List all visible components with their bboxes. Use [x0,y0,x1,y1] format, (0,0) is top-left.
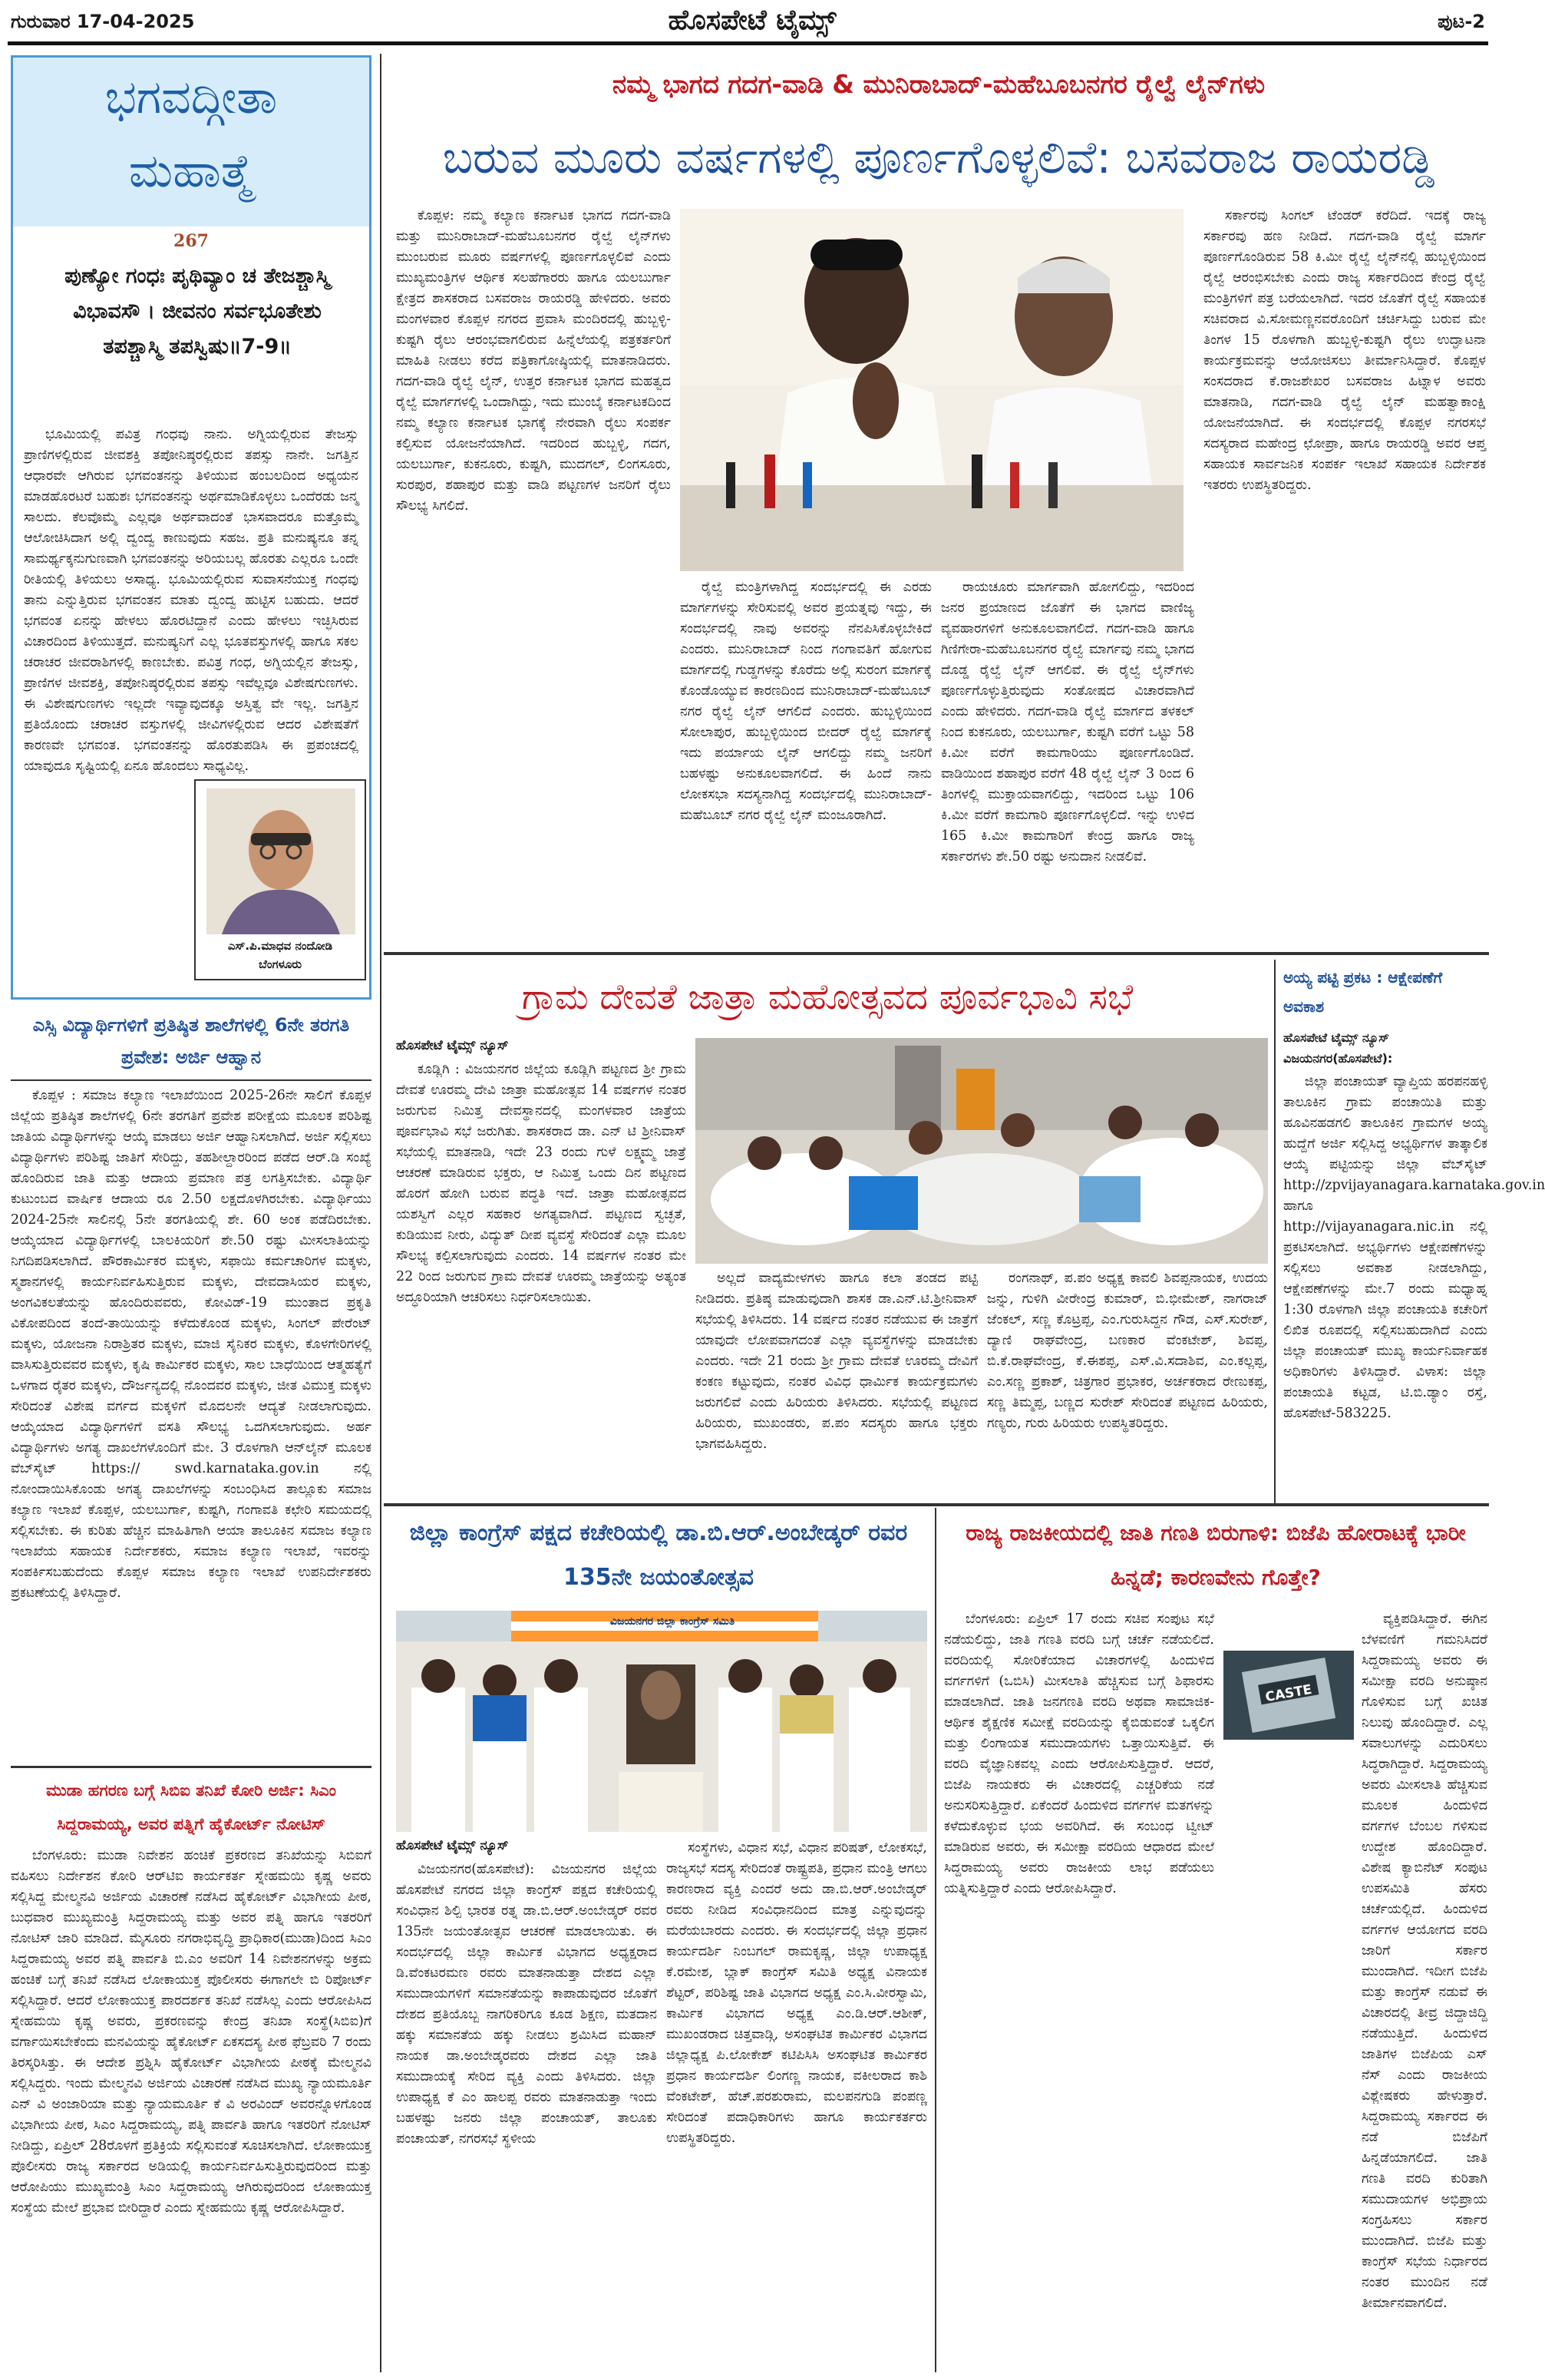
scholar-divider [11,1079,371,1081]
author-place: ಬೆಂಗಳೂರು [258,957,302,971]
jatre-headline: ಗ್ರಾಮ ದೇವತೆ ಜಾತ್ರಾ ಮಹೋತ್ಸವದ ಪೂರ್ವಭಾವಿ ಸಭೆ [521,976,1134,1017]
caste-headline: ರಾಜ್ಯ ರಾಜಕೀಯದಲ್ಲಿ ಜಾತಿ ಗಣತಿ ಬಿರುಗಾಳಿ: ಬಿಜೆಪಿ ಹೋರಾಟಕ್ಕೆ ಭಾರೀ ಹಿನ್ನಡೆ; ಕಾರಣವೇನು ಗೊತ್ತೇ? [966,1520,1466,1590]
newspaper-title: ಹೊಸಪೇಟೆ ಟೈಮ್ಸ್ [668,5,837,36]
railway-col2-text: ರೈಲ್ವೆ ಮಂತ್ರಿಗಳಾಗಿದ್ದ ಸಂದರ್ಭದಲ್ಲಿ ಈ ಎರಡು ಮಾರ್ಗಗಳನ್ನು ಸೇರಿಸುವಲ್ಲಿ ಅವರ ಪ್ರಯತ್ನವು ಇದ್ದು, ಈ ಸಂದರ್ಭದಲ್ಲಿ ನಾವು ಅವರನ್ನು ನೆನಪಿಸಿಕೊಳ್ಳಬೇಕಿದೆ ಎಂದರು. ಮುನಿರಾಬಾದ್ ನಿಂದ ಗಂಗಾವತಿಗೆ ಹೋಗುವ ಮಾರ್ಗದಲ್ಲಿ ಗುಡ್ಡಗಳನ್ನು ಕೊರೆದು ಅಲ್ಲಿ ಸುರಂಗ ಮಾರ್ಗಕ್ಕೆ ಕೊಂಡೊಯ್ಯುವ ಕಾರಣದಿಂದ ಮುನಿರಾಬಾದ್-ಮಹೆಬೂಬ್ ನಗರ ರೈಲ್ವೆ ಲೈನ್ ಆಗಲಿದೆ ಎಂದರು. ಹುಬ್ಬಳ್ಳಿಯಿಂದ ಸೋಲಾಪುರ, ಹುಬ್ಬಳ್ಳಿಯಿಂದ ಬೀದರ್ ರೈಲ್ವೆ ಮಾರ್ಗಕ್ಕೆ ಇದು ಪರ್ಯಾಯ ಲೈನ್ ಆಗಲಿದ್ದು ನಮ್ಮ ಜನರಿಗೆ ಬಹಳಷ್ಟು ಅನುಕೂಲವಾಗಲಿದೆ. ಈ ಹಿಂದೆ ನಾನು ಲೋಕಸಭಾ ಸದಸ್ಯನಾಗಿದ್ದ ಸಂದರ್ಭದಲ್ಲಿ ಮುನಿರಾಬಾದ್-ಮಹೆಬೂಬ್ ನಗರ ರೈಲ್ವೆ ಲೈನ್ ಮಂಜೂರಾಗಿದೆ. [680,580,932,823]
gita-body-text: ಭೂಮಿಯಲ್ಲಿ ಪವಿತ್ರ ಗಂಧವು ನಾನು. ಅಗ್ನಿಯಲ್ಲಿರುವ ತೇಜಸ್ಸು ಪ್ರಾಣಿಗಳಲ್ಲಿರುವ ಜೀವಶಕ್ತಿ ತಪೋನಿಷ್ಠರಲ್ಲಿರುವ ತಪಸ್ಸು ನಾನೇ. ಜಗತ್ತಿನ ಆಧಾರವೇ ಆಗಿರುವ ಭಗವಂತನನ್ನು ತಿಳಿಯುವ ಹಂಬಲದಿಂದ ಅಧ್ಯಯನ ಮಾಡಹೊರಟರೆ ಬಹುಶಃ ಭಗವಂತನನ್ನು ಅರ್ಥಮಾಡಿಕೊಳ್ಳಲು ಒಂದೆರಡು ಜನ್ಮ ಸಾಲದು. ಕೆಲವೊಮ್ಮೆ ಎಲ್ಲವೂ ಅರ್ಥವಾದಂತೆ ಭಾಸವಾದರೂ ಮತ್ತೊಮ್ಮೆ ಆಲೋಚಿಸಿದಾಗ ಅಲ್ಲಿ ದ್ವಂದ್ವ ಕಾಣುವುದು ಸಹಜ. ಪ್ರತಿ ಮನುಷ್ಯನೂ ತನ್ನ ಸಾಮರ್ಥ್ಯಕ್ಕನುಗುಣವಾಗಿ ಭಗವಂತನನ್ನು ಅರಿಯಬಲ್ಲ ಹೊರತು ಎಲ್ಲರೂ ಒಂದೇ ರೀತಿಯಲ್ಲಿ ತಿಳಿಯಲು ಅಸಾಧ್ಯ. ಭೂಮಿಯಲ್ಲಿರುವ ಸುವಾಸನೆಯುಕ್ತ ಗಂಧವು ತಾನು ಎನ್ನುತ್ತಿರುವ ಭಗವಂತನ ಮಾತು ದ್ವಂದ್ವ ಹುಟ್ಟಿಸ ಬಹುದು. ಆದರೆ ಭಗವಂತ ಏನನ್ನು ಹೇಳಲು ಹೊರಟಿದ್ದಾನೆ ಎಂದು ಹೇಳಲು ಇಚ್ಛಿಸಿರುವ ವಿಚಾರದಿಂದ ತಿಳಿಯುತ್ತದೆ. ಮನುಷ್ಯನಿಗೆ ಎಲ್ಲ ಭೂತವಸ್ತುಗಳಲ್ಲಿ ಹಾಗೂ ಸಕಲ ಚರಾಚರ ಜೀವರಾಶಿಗಳಲ್ಲಿ ಕಾಣಬೇಕು. ಪವಿತ್ರ ಗಂಧ, ಅಗ್ನಿಯಲ್ಲಿನ ತೇಜಸ್ಸು, ಪ್ರಾಣಿಗಳ ಜೀವಶಕ್ತಿ, ತಪೋನಿಷ್ಠರಲ್ಲಿರುವ ತಪಸ್ಸು ಇವೆಲ್ಲವೂ ವಿಶೇಷಗುಣಗಳು. ಈ ವಿಶೇಷಗುಣಗಳು ಇಲ್ಲದೇ ಇವ್ಯಾವುದಕ್ಕೂ ಅಸ್ತಿತ್ವ ವೇ ಇಲ್ಲ. ಜಗತ್ತಿನ ಪ್ರತಿಯೊಂದು ಚರಾಚರ ವಸ್ತುಗಳಲ್ಲಿ ಜೀವಿಗಳಲ್ಲಿರುವ ಆದರ ವಿಶೇಷತೆಗೆ ಕಾರಣವೇ ಭಗವಂತ. ಭಗವಂತನನ್ನು ಹೊರತುಪಡಿಸಿ ಈ ಪ್ರಪಂಚದಲ್ಲಿ ಯಾವುದೂ ಸೃಷ್ಟಿಯಲ್ಲಿ ಏನೂ ಹೊಂದಲು ಸಾಧ್ಯವಿಲ್ಲ. [24,427,358,774]
caste-photo-label: CASTE [1264,1681,1313,1706]
jatre-col3 [987,1268,1268,1489]
ayya-divider [1274,960,1276,1506]
page-number: ಪುಟ-2 [1438,11,1485,32]
author-name: ಎಸ್.ಪಿ.ಮಾಧವ ನಂದೋಡಿ [227,939,333,953]
railway-col4-text: ಸರ್ಕಾರವು ಸಿಂಗಲ್ ಟೆಂಡರ್ ಕರೆದಿದೆ. ಇದಕ್ಕೆ ರಾಜ್ಯ ಸರ್ಕಾರವು ಹಣ ನೀಡಿದೆ. ಗದಗ-ವಾಡಿ ರೈಲ್ವೆ ಮಾರ್ಗ ಪೂರ್ಣಗೊಂಡಿರುವ 58 ಕಿ.ಮೀ ರೈಲ್ವೆ ಲೈನ್‌ನಲ್ಲಿ ಹುಬ್ಬಳ್ಳಿಯಿಂದ ರೈಲ್ವೆ ಆರಂಭಿಸಬೇಕು ಎಂದು ರಾಜ್ಯ ಸರ್ಕಾರದಿಂದ ಕೇಂದ್ರ ರೈಲ್ವೆ ಮಂತ್ರಿಗಳಿಗೆ ಪತ್ರ ಬರೆಯಲಾಗಿದೆ. ಇದರ ಜೊತೆಗೆ ರೈಲ್ವೆ ಸಹಾಯಕ ಸಚಿವರಾದ ವಿ.ಸೋಮಣ್ಣನವರೊಂದಿಗೆ ಚರ್ಚಿಸಿದ್ದು ಬರುವ ಮೇ ತಿಂಗಳ 15 ರೊಳಗಾಗಿ ಹುಬ್ಬಳ್ಳಿ-ಕುಷ್ಟಗಿ ರೈಲು ಉದ್ಘಾಟನಾ ಕಾರ್ಯಕ್ರಮವನ್ನು ಆಯೋಜಿಸಲು ತೀರ್ಮಾನಿಸಿದ್ದಾರೆ. ಕೊಪ್ಪಳ ಸಂಸದರಾದ ಕೆ.ರಾಜಶೇಖರ ಬಸವರಾಜ ಹಿಟ್ನಾಳ ಅವರು ಮಾತನಾಡಿ, ಗದಗ-ವಾಡಿ ರೈಲ್ವೆ ಲೈನ್ ಮಹತ್ವಾಕಾಂಕ್ಷಿ ಯೋಜನೆಯಾಗಿದೆ. ಈ ಸಂದರ್ಭದಲ್ಲಿ ಕೊಪ್ಪಳ ನಗರಸಭೆ ಸದಸ್ಯರಾದ ಮಹೇಂದ್ರ ಛೋಪ್ರಾ, ಹಾಗೂ ರಾಯರಡ್ಡಿ ಅವರ ಆಪ್ತ ಸಹಾಯಕ ಸಾರ್ವಜನಿಕ ಸಂಪರ್ಕ ಇಲಾಖೆ ಸಹಾಯಕ ನಿರ್ದೇಶಕ ಇತರರು ಉಪಸ್ಥಿತರಿದ್ದರು. [1203,208,1486,493]
caste-col1 [944,1609,1214,2372]
muda-top-rule [11,1766,371,1768]
ayya-body-text: ಜಿಲ್ಲಾ ಪಂಚಾಯತ್ ವ್ಯಾಪ್ತಿಯ ಹರಪನಹಳ್ಳಿ ತಾಲೂಕಿನ ಗ್ರಾಮ ಪಂಚಾಯಿತಿ ಮತ್ತು ಹೂವಿನಹಡಗಲಿ ತಾಲೂಕಿನ ಗ್ರಾಮಗಳ ಅಯ್ಯ ಹುದ್ದೆಗೆ ಅರ್ಜಿ ಸಲ್ಲಿಸಿದ್ದ ಅಭ್ಯರ್ಥಿಗಳ ತಾತ್ಕಾಲಿಕ ಆಯ್ಕೆ ಪಟ್ಟಿಯನ್ನು ಜಿಲ್ಲಾ ವೆಬ್‌ಸೈಟ್ http://zpvijayanagara.karnataka.gov.in ಹಾಗೂ http://vijayanagara.nic.in ನಲ್ಲಿ ಪ್ರಕಟಿಸಲಾಗಿದೆ. ಅಭ್ಯರ್ಥಿಗಳು ಆಕ್ಷೇಪಣೆಗಳನ್ನು ಸಲ್ಲಿಸಲು ಅವಕಾಶ ನೀಡಲಾಗಿದ್ದು, ಆಕ್ಷೇಪಣೆಗಳನ್ನು ಮೇ.7 ರಂದು ಮಧ್ಯಾಹ್ನ 1:30 ರೊಳಗಾಗಿ ಜಿಲ್ಲಾ ಪಂಚಾಯತಿ ಕಚೇರಿಗೆ ಲಿಖಿತ ರೂಪದಲ್ಲಿ ಸಲ್ಲಿಸಬಹುದಾಗಿದೆ ಎಂದು ಜಿಲ್ಲಾ ಪಂಚಾಯತ್ ಮುಖ್ಯ ಕಾರ್ಯನಿರ್ವಾಹಕ ಅಧಿಕಾರಿಗಳು ತಿಳಿಸಿದ್ದಾರೆ. ವಿಳಾಸ: ಜಿಲ್ಲಾ ಪಂಚಾಯತಿ ಕಟ್ಟಡ, ಟಿ.ಬಿ.ಡ್ಯಾಂ ರಸ್ತೆ, ಹೊಸಪೇಟೆ-583225. [1283,1074,1545,1421]
author-box [194,779,366,980]
railway-kicker: ನಮ್ಮ ಭಾಗದ ಗದಗ-ವಾಡಿ & ಮುನಿರಾಬಾದ್-ಮಹೆಬೂಬನಗರ ರೈಲ್ವೆ ಲೈನ್‌ಗಳು [612,69,1266,99]
caste-col2 [1223,1609,1487,2372]
jatre-byline: ಹೊಸಪೇಟೆ ಟೈಮ್ಸ್ ನ್ಯೂಸ್ [396,1038,509,1053]
muda-headline: ಮುಡಾ ಹಗರಣ ಬಗ್ಗೆ ಸಿಬಿಐ ತನಿಖೆ ಕೋರಿ ಅರ್ಜಿ: ಸಿಎಂ ಸಿದ್ದರಾಮಯ್ಯ, ಅವರ ಪತ್ನಿಗೆ ಹೈಕೋರ್ಟ್ ನೋಟಿಸ್ [46,1781,336,1833]
issue-date: ಗುರುವಾರ 17-04-2025 [11,11,195,32]
jatre-col1 [396,1059,686,1489]
caste-col1-text: ಬೆಂಗಳೂರು: ಏಪ್ರಿಲ್ 17 ರಂದು ಸಚಿವ ಸಂಪುಟ ಸಭೆ ನಡೆಯಲಿದ್ದು, ಜಾತಿ ಗಣತಿ ವರದಿ ಬಗ್ಗೆ ಚರ್ಚೆ ನಡೆಯಲಿದೆ. ವರದಿಯಲ್ಲಿ ಸೋರಿಕೆಯಾದ ವಿಚಾರಗಳಲ್ಲಿ ಹಿಂದುಳಿದ ವರ್ಗಗಳಿಗೆ (ಒಬಿಸಿ) ಮೀಸಲಾತಿ ಹೆಚ್ಚಿಸುವ ಬಗ್ಗೆ ಶಿಫಾರಸು ಮಾಡಲಾಗಿದೆ. ಜಾತಿ ಜನಗಣತಿ ವರದಿ ಅಥವಾ ಸಾಮಾಜಿಕ-ಆರ್ಥಿಕ ಶೈಕ್ಷಣಿಕ ಸಮೀಕ್ಷೆ ವರದಿಯನ್ನು ಕೈಬಿಡುವಂತೆ ಒಕ್ಕಲಿಗ ಮತ್ತು ಲಿಂಗಾಯತ ಸಮುದಾಯಗಳು ಒತ್ತಾಯಿಸುತ್ತಿವೆ. ಈ ವರದಿ ವೈಜ್ಞಾನಿಕವಲ್ಲ ಎಂದು ಆರೋಪಿಸುತ್ತಿದ್ದಾರೆ. ಆದರೆ, ಬಿಜೆಪಿ ನಾಯಕರು ಈ ವಿಚಾರದಲ್ಲಿ ಎಚ್ಚರಿಕೆಯ ನಡೆ ಅನುಸರಿಸುತ್ತಿದ್ದಾರೆ. ಏಕೆಂದರೆ ಹಿಂದುಳಿದ ವರ್ಗಗಳ ಮತಗಳನ್ನು ಕಳೆದುಕೊಳ್ಳುವ ಭಯ ಅವರಿಗಿದೆ. ಈ ಸಂಬಂಧ ಟ್ವೀಟ್ ಮಾಡಿರುವ ಅವರು, ಈ ಸಮೀಕ್ಷಾ ವರದಿಯ ಆಧಾರದ ಮೇಲೆ ಸಿದ್ದರಾಮಯ್ಯ ಅವರು ರಾಜಕೀಯ ಲಾಭ ಪಡೆಯಲು ಯತ್ನಿಸುತ್ತಿದ್ದಾರೆ ಎಂದು ಆರೋಪಿಸಿದ್ದಾರೆ. [944,1611,1214,1896]
railway-press-photo [680,209,1184,571]
jatre-meeting-photo [695,1038,1268,1264]
railway-col3-text: ರಾಯಚೂರು ಮಾರ್ಗವಾಗಿ ಹೋಗಲಿದ್ದು, ಇದರಿಂದ ಜನರ ಪ್ರಯಾಣದ ಜೊತೆಗೆ ಈ ಭಾಗದ ವಾಣಿಜ್ಯ ವ್ಯವಹಾರಗಳಿಗೆ ಅನುಕೂಲವಾಗಲಿದೆ. ಗದಗ-ವಾಡಿ ಹಾಗೂ ಗಿಣಿಗೇರಾ-ಮಹೆಬೂಬನಗರ ರೈಲ್ವೆ ಮಾರ್ಗವು ನಮ್ಮ ಭಾಗದ ದೊಡ್ಡ ರೈಲ್ವೆ ಲೈನ್ ಆಗಲಿವೆ. ಈ ರೈಲ್ವೆ ಲೈನ್‌ಗಳು ಪೂರ್ಣಗೊಳ್ಳುತ್ತಿರುವುದು ಸಂತೋಷದ ವಿಚಾರವಾಗಿದೆ ಎಂದು ಹೇಳಿದರು. ಗದಗ-ವಾಡಿ ರೈಲ್ವೆ ಮಾರ್ಗದ ತಳಕಲ್ ನಿಂದ ಕುಕನೂರು, ಯಲಬುರ್ಗಾ, ಕುಷ್ಟಗಿ ವರೆಗೆ ಒಟ್ಟು 58 ಕಿ.ಮೀ ವರೆಗೆ ಕಾಮಗಾರಿಯು ಪೂರ್ಣಗೊಂಡಿದೆ. ವಾಡಿಯಿಂದ ಶಹಾಪುರ ವರೆಗೆ 48 ರೈಲ್ವೆ ಲೈನ್ 3 ರಿಂದ 6 ತಿಂಗಳಲ್ಲಿ ಮುಕ್ತಾಯವಾಗಲಿದ್ದು, ಇದರಿಂದ ಒಟ್ಟು 106 ಕಿ.ಮೀ ವರೆಗೆ ಕಾಮಗಾರಿ ಪೂರ್ಣಗೊಳ್ಳಲಿದೆ. ಇನ್ನು ಉಳಿದ 165 ಕಿ.ಮೀ ಕಾಮಗಾರಿಗೆ ಕೇಂದ್ರ ಹಾಗೂ ರಾಜ್ಯ ಸರ್ಕಾರಗಳು ಶೇ.50 ರಷ್ಟು ಅನುದಾನ ನೀಡಲಿವೆ. [941,580,1194,864]
railway-col1 [396,206,671,940]
ayya-byline: ಹೊಸಪೇಟೆ ಟೈಮ್ಸ್ ನ್ಯೂಸ್ ವಿಜಯನಗರ(ಹೊಸಪೇಟೆ): [1283,1030,1393,1066]
jatre-col1-text: ಕೂಡ್ಲಿಗಿ : ವಿಜಯನಗರ ಜಿಲ್ಲೆಯ ಕೂಡ್ಲಿಗಿ ಪಟ್ಟಣದ ಶ್ರೀ ಗ್ರಾಮ ದೇವತೆ ಊರಮ್ಮ ದೇವಿ ಜಾತ್ರಾ ಮಹೋತ್ಸವ 14 ವರ್ಷಗಳ ನಂತರ ಜರುಗುವ ನಿಮಿತ್ತ ದೇವಸ್ಥಾನದಲ್ಲಿ ಮಂಗಳವಾರ ಜಾತ್ರೆಯ ಪೂರ್ವಭಾವಿ ಸಭೆ ಜರುಗಿತು. ಶಾಸಕರಾದ ಡಾ. ಎನ್ ಟಿ ಶ್ರೀನಿವಾಸ್ ಸಭೆಯಲ್ಲಿ ಮಾತನಾಡಿ, ಇದೇ 23 ರಂದು ಗುಳೆ ಲಕ್ಷ್ಮಮ್ಮ ಜಾತ್ರೆ ಆಚರಣೆ ಮಾಡಿರುವ ಭಕ್ತರು, ಆ ನಿಮಿತ್ತ ಒಂದು ದಿನ ಪಟ್ಟಣದ ಹೊರಗೆ ಹೋಗಿ ಬರುವ ಪದ್ಧತಿ ಇದೆ. ಜಾತ್ರಾ ಮಹೋತ್ಸವದ ಯಶಸ್ವಿಗೆ ಎಲ್ಲರ ಸಹಕಾರ ಅಗತ್ಯವಾಗಿದೆ. ಪಟ್ಟಣದ ಸ್ವಚ್ಛತೆ, ಕುಡಿಯುವ ನೀರು, ವಿದ್ಯುತ್ ದೀಪ ವ್ಯವಸ್ಥೆ ಸೇರಿದಂತೆ ಎಲ್ಲಾ ಮೂಲ ಸೌಲಭ್ಯ ಕಲ್ಪಿಸಲಾಗುವುದು ಎಂದರು. 14 ವರ್ಷಗಳ ನಂತರ ಮೇ 22 ರಿಂದ ಜರುಗುವ ಗ್ರಾಮ ದೇವತೆ ಊರಮ್ಮ ಜಾತ್ರೆಯನ್ನು ಅತ್ಯಂತ ಅದ್ಧೂರಿಯಾಗಿ ಆಚರಿಸಲು ನಿರ್ಧರಿಸಲಾಯಿತು. [396,1062,686,1305]
scholar-headline: ಎಸ್ಸಿ ವಿದ್ಯಾರ್ಥಿಗಳಿಗೆ ಪ್ರತಿಷ್ಠಿತ ಶಾಲೆಗಳಲ್ಲಿ 6ನೇ ತರಗತಿ ಪ್ರವೇಶ: ಅರ್ಜಿ ಆಹ್ವಾನ [32,1014,350,1068]
caste-col2-text: ವ್ಯಕ್ತಿಪಡಿಸಿದ್ದಾರೆ. ಈಗಿನ ಬೆಳವಣಿಗೆ ಗಮನಿಸಿದರೆ ಸಿದ್ದರಾಮಯ್ಯ ಅವರು ಈ ಸಮೀಕ್ಷಾ ವರದಿ ಅನುಷ್ಠಾನ ಗೊಳಿಸುವ ಬಗ್ಗೆ ಖಚಿತ ನಿಲುವು ಹೊಂದಿದ್ದಾರೆ. ಎಲ್ಲ ಸವಾಲುಗಳನ್ನು ಎದುರಿಸಲು ಸಿದ್ಧರಾಗಿದ್ದಾರೆ. ಸಿದ್ದರಾಮಯ್ಯ ಅವರು ಮೀಸಲಾತಿ ಹೆಚ್ಚಿಸುವ ಮೂಲಕ ಹಿಂದುಳಿದ ವರ್ಗಗಳ ಬೆಂಬಲ ಗಳಿಸುವ ಉದ್ದೇಶ ಹೊಂದಿದ್ದಾರೆ. ವಿಶೇಷ ಕ್ಯಾಬಿನೆಟ್ ಸಂಪುಟ ಉಪಸಮಿತಿ ಹೆಸರು ಚರ್ಚೆಯಲ್ಲಿದೆ. ಹಿಂದುಳಿದ ವರ್ಗಗಳ ಆಯೋಗದ ವರದಿ ಜಾರಿಗೆ ಸರ್ಕಾರ ಮುಂದಾಗಿದೆ. ಇದೀಗ ಬಿಜೆಪಿ ಮತ್ತು ಕಾಂಗ್ರೆಸ್ ನಡುವೆ ಈ ವಿಚಾರದಲ್ಲಿ ತೀವ್ರ ಜಿದ್ದಾಜಿದ್ದಿ ನಡೆಯುತ್ತಿದೆ. ಹಿಂದುಳಿದ ಜಾತಿಗಳ ಬಿಜೆಪಿಯ ಎಸ್ ನೆಸ್ ಎಂದು ರಾಜಕೀಯ ವಿಶ್ಲೇಷಕರು ಹೇಳುತ್ತಾರೆ. ಸಿದ್ದರಾಮಯ್ಯ ಸರ್ಕಾರದ ಈ ನಡೆ ಬಿಜೆಪಿಗೆ ಹಿನ್ನಡೆಯಾಗಲಿದೆ. ಜಾತಿ ಗಣತಿ ವರದಿ ಕುರಿತಾಗಿ ಸಮುದಾಯಗಳ ಅಭಿಪ್ರಾಯ ಸಂಗ್ರಹಿಸಲು ಸರ್ಕಾರ ಮುಂದಾಗಿದೆ. ಬಿಜೆಪಿ ಮತ್ತು ಕಾಂಗ್ರೆಸ್ ಸಭೆಯ ನಿರ್ಧಾರದ ನಂತರ ಮುಂದಿನ ನಡೆ ತೀರ್ಮಾನವಾಗಲಿದೆ. [1362,1611,1487,2311]
railway-col4 [1203,206,1486,940]
jatre-col3-text: ರಂಗನಾಥ್, ಪ.ಪಂ ಅಧ್ಯಕ್ಷ ಕಾವಲಿ ಶಿವಪ್ಪನಾಯಕ, ಉದಯ ಜನ್ನು, ಗುಳಿಗಿ ವೀರೇಂದ್ರ ಕುಮಾರ್, ಬಿ.ಭೀಮೇಶ್, ನಾಗರಾಜ್ ಜೆಂಕಲ್, ಸಣ್ಣ ಕೊಟ್ರಪ್ಪ, ಎಂ.ಗುರುಸಿದ್ದನ ಗೌಡ, ಎಸ್.ಸುರೇಶ್, ದ್ಯಾಣಿ ರಾಘವೇಂದ್ರ, ಬಣಕಾರ ವೆಂಕಟೇಶ್, ಶಿವಪ್ಪ, ಬಿ.ಕೆ.ರಾಘವೇಂದ್ರ, ಕೆ.ಈಶಪ್ಪ, ಎಸ್.ವಿ.ಸದಾಶಿವ, ಎಂ.ಕಲ್ಲಪ್ಪ, ಎಂ.ಸಣ್ಣ ಪ್ರಕಾಶ್, ಚಿತ್ರಗಾರ ಪ್ರಭಾಕರ, ಅರ್ಚಕರಾದ ರೇಣುಕಪ್ಪ, ಸಣ್ಣ ತಿಮ್ಮಪ್ಪ, ಬಣ್ಣದ ಸುರೇಶ್ ಸೇರಿದಂತೆ ಪಟ್ಟಣದ ಹಿರಿಯರು, ಗಣ್ಯರು, ಗುರು ಹಿರಿಯರು ಉಪಸ್ಥಿತರಿದ್ದರು. [987,1271,1268,1431]
railway-bottom-rule [384,952,1489,955]
ayya-body [1283,1072,1545,1492]
railway-col3 [941,577,1194,940]
gita-shloka: ಪುಣ್ಯೋ ಗಂಧಃ ಪೃಥಿವ್ಯಾಂ ಚ ತೇಜಶ್ಚಾಸ್ಮಿ ವಿಭಾವಸೌ । ಜೀವನಂ ಸರ್ವಭೂತೇಶು ತಪಶ್ಚಾಸ್ಮಿ ತಪಸ್ವಿಷು॥7-9॥ [64,264,330,359]
jatre-col2-text: ಅಲ್ಲದೆ ವಾದ್ಯಮೇಳಗಳು ಹಾಗೂ ಕಲಾ ತಂಡದ ಪಟ್ಟಿ ನೀಡಿದರು. ಪ್ರತಿಷ್ಠ ಮಾಡುವುದಾಗಿ ಶಾಸಕ ಡಾ.ಎನ್.ಟಿ.ಶ್ರೀನಿವಾಸ್ ಸಭೆಯಲ್ಲಿ ತಿಳಿಸಿದರು. 14 ವರ್ಷದ ನಂತರ ನಡೆಯುವ ಈ ಜಾತ್ರೆಗೆ ಯಾವುದೇ ಲೋಪವಾಗದಂತೆ ಎಲ್ಲಾ ವ್ಯವಸ್ಥೆಗಳನ್ನು ಮಾಡಬೇಕು ಎಂದರು. ಇದೇ 21 ರಂದು ಶ್ರೀ ಗ್ರಾಮ ದೇವತೆ ಊರಮ್ಮ ದೇವಿಗೆ ಕಂಕಣ ಕಟ್ಟುವುದು, ನಂತರ ವಿವಿಧ ಧಾರ್ಮಿಕ ಕಾರ್ಯಕ್ರಮಗಳು ಜರುಗಲಿವೆ ಎಂದು ಹಿರಿಯರು ತಿಳಿಸಿದರು. ಸಭೆಯಲ್ಲಿ ಪಟ್ಟಣದ ಹಿರಿಯರು, ಮುಖಂಡರು, ಪ.ಪಂ ಸದಸ್ಯರು ಹಾಗೂ ಭಕ್ತರು ಭಾಗವಹಿಸಿದ್ದರು. [695,1271,978,1452]
gita-title-panel [13,58,369,226]
scholar-body-text: ಕೊಪ್ಪಳ : ಸಮಾಜ ಕಲ್ಯಾಣ ಇಲಾಖೆಯಿಂದ 2025-26ನೇ ಸಾಲಿಗೆ ಕೊಪ್ಪಳ ಜಿಲ್ಲೆಯ ಪ್ರತಿಷ್ಠಿತ ಶಾಲೆಗಳಲ್ಲಿ 6ನೇ ತರಗತಿಗೆ ಪ್ರವೇಶ ಪರೀಕ್ಷೆಯ ಮೂಲಕ ಪರಿಶಿಷ್ಟ ಜಾತಿಯ ವಿದ್ಯಾರ್ಥಿಗಳನ್ನು ಆಯ್ಕೆ ಮಾಡಲು ಅರ್ಜಿ ಆಹ್ವಾನಿಸಲಾಗಿದೆ. ಅರ್ಜಿ ಸಲ್ಲಿಸಲು ವಿದ್ಯಾರ್ಥಿಗಳು ಪರಿಶಿಷ್ಟ ಜಾತಿಗೆ ಸೇರಿದ್ದು, ತಹಶೀಲ್ದಾರರಿಂದ ಪಡೆದ ಆರ್.ಡಿ ಸಂಖ್ಯೆ ಹೊಂದಿರುವ ಜಾತಿ ಮತ್ತು ಆದಾಯ ಪ್ರಮಾಣ ಪತ್ರ ಲಗತ್ತಿಸಬೇಕು. ವಿದ್ಯಾರ್ಥಿ ಕುಟುಂಬದ ವಾರ್ಷಿಕ ಆದಾಯ ರೂ 2.50 ಲಕ್ಷದೊಳಗಿರಬೇಕು. ವಿದ್ಯಾರ್ಥಿಯು 2024-25ನೇ ಸಾಲಿನಲ್ಲಿ 5ನೇ ತರಗತಿಯಲ್ಲಿ ಶೇ. 60 ಅಂಕ ಪಡೆದಿರಬೇಕು. ಆಯ್ಕೆಯಾದ ವಿದ್ಯಾರ್ಥಿಗಳಲ್ಲಿ ಬಾಲಕಿಯರಿಗೆ ಶೇ.50 ರಷ್ಟು ಮೀಸಲಾತಿಯನ್ನು ನಿಗದಿಪಡಿಸಲಾಗಿದೆ. ಪೌರಕಾರ್ಮಿಕರ ಮಕ್ಕಳು, ಸಫಾಯಿ ಕರ್ಮಚಾರಿಗಳ ಮಕ್ಕಳು, ಸ್ಮಶಾನಗಳಲ್ಲಿ ಕಾರ್ಯನಿರ್ವಹಿಸುತ್ತಿರುವ ಮಕ್ಕಳು, ದೇವದಾಸಿಯರ ಮಕ್ಕಳು, ಅಂಗವಿಕಲತೆಯನ್ನು ಹೊಂದಿರುವವರು, ಕೋವಿಡ್-19 ಮುಂತಾದ ಪ್ರಕೃತಿ ವಿಕೋಪದಿಂದ ತಂದೆ-ತಾಯಿಯನ್ನು ಕಳೆದುಕೊಂಡ ಮಕ್ಕಳು, ಸಿಂಗಲ್ ಪೇರೆಂಟ್ ಮಕ್ಕಳು, ಯೋಜನಾ ನಿರಾಶ್ರಿತರ ಮಕ್ಕಳು, ಮಾಜಿ ಸೈನಿಕರ ಮಕ್ಕಳು, ಕೊಳಗೇರಿಗಳಲ್ಲಿ ವಾಸಿಸುತ್ತಿರುವವರ ಮಕ್ಕಳು, ಕೃಷಿ ಕಾರ್ಮಿಕರ ಮಕ್ಕಳು, ಸಾಲ ಬಾಧೆಯಿಂದ ಆತ್ಮಹತ್ಯೆಗೆ ಒಳಗಾದ ರೈತರ ಮಕ್ಕಳು, ದೌರ್ಜನ್ಯದಲ್ಲಿ ನೊಂದವರ ಮಕ್ಕಳು, ಜೀತ ವಿಮುಕ್ತ ಮಕ್ಕಳು ಸೇರಿದಂತೆ ವಿಶೇಷ ವರ್ಗದ ಮಕ್ಕಳಿಗೆ ಮೊದಲನೇ ಆದ್ಯತೆ ನೀಡಲಾಗುವುದು. ಆಯ್ಕೆಯಾದ ವಿದ್ಯಾರ್ಥಿಗಳಿಗೆ ವಸತಿ ಸೌಲಭ್ಯ ಒದಗಿಸಲಾಗುವುದು. ಅರ್ಹ ವಿದ್ಯಾರ್ಥಿಗಳು ಅಗತ್ಯ ದಾಖಲೆಗಳೊಂದಿಗೆ ಮೇ. 3 ರೊಳಗಾಗಿ ಆನ್‌ಲೈನ್ ಮೂಲಕ ವೆಬ್‌ಸೈಟ್ https:// swd.karnataka.gov.in ನಲ್ಲಿ ನೋಂದಾಯಿಸಿಕೊಂಡು ಅಗತ್ಯ ದಾಖಲೆಗಳನ್ನು ಸಂಬಂಧಿಸಿದ ತಾಲ್ಲೂಕು ಸಮಾಜ ಕಲ್ಯಾಣ ಇಲಾಖೆ ಕೊಪ್ಪಳ, ಯಲಬುರ್ಗಾ, ಕುಷ್ಟಗಿ, ಗಂಗಾವತಿ ಕಛೇರಿ ಸಮಯದಲ್ಲಿ ಸಲ್ಲಿಸಬೇಕು. ಈ ಕುರಿತು ಹೆಚ್ಚಿನ ಮಾಹಿತಿಗಾಗಿ ಆಯಾ ತಾಲೂಕಿನ ಸಮಾಜ ಕಲ್ಯಾಣ ಇಲಾಖೆಯ ಸಹಾಯಕ ನಿರ್ದೇಶಕರು, ಸಮಾಜ ಕಲ್ಯಾಣ ಇಲಾಖೆ, ಇವರನ್ನು ಸಂಪರ್ಕಿಸಬಹುದೆಂದು ಕೊಪ್ಪಳ ಸಮಾಜ ಕಲ್ಯಾಣ ಇಲಾಖೆ ಉಪನಿರ್ದೇಶಕರು ಪ್ರಕಟಣೆಯಲ್ಲಿ ತಿಳಿಸಿದ್ದಾರೆ. [11,1088,371,1601]
muda-body-text: ಬೆಂಗಳೂರು: ಮುಡಾ ನಿವೇಶನ ಹಂಚಿಕೆ ಪ್ರಕರಣದ ತನಿಖೆಯನ್ನು ಸಿಬಿಐಗೆ ವಹಿಸಲು ನಿರ್ದೇಶನ ಕೋರಿ ಆರ್‌ಟಿಐ ಕಾರ್ಯಕರ್ತ ಸ್ನೇಹಮಯಿ ಕೃಷ್ಣ ಅವರು ಸಲ್ಲಿಸಿದ್ದ ಮೇಲ್ಮನವಿ ಅರ್ಜಿಯ ವಿಚಾರಣೆ ನಡೆಸಿದ ಹೈಕೋರ್ಟ್ ವಿಭಾಗೀಯ ಪೀಠ, ಬುಧವಾರ ಮುಖ್ಯಮಂತ್ರಿ ಸಿದ್ದರಾಮಯ್ಯ ಮತ್ತು ಅವರ ಪತ್ನಿ ಹಾಗೂ ಇತರರಿಗೆ ನೋಟಿಸ್ ಜಾರಿ ಮಾಡಿದೆ. ಮೈಸೂರು ನಗರಾಭಿವೃದ್ಧಿ ಪ್ರಾಧಿಕಾರ(ಮುಡಾ)ದಿಂದ ಸಿಎಂ ಸಿದ್ದರಾಮಯ್ಯ ಅವರ ಪತ್ನಿ ಪಾರ್ವತಿ ಬಿ.ಎಂ ಅವರಿಗೆ 14 ನಿವೇಶನಗಳನ್ನು ಅಕ್ರಮ ಹಂಚಿಕೆ ಬಗ್ಗೆ ತನಿಖೆ ನಡೆಸಿದ ಲೋಕಾಯುಕ್ತ ಪೊಲೀಸರು ಈಗಾಗಲೇ ಬಿ ರಿಪೋರ್ಟ್ ಸಲ್ಲಿಸಿದ್ದಾರೆ. ಆದರೆ ಲೋಕಾಯುಕ್ತ ಪಾರದರ್ಶಕ ತನಿಖೆ ನಡೆಸಿಲ್ಲ ಎಂದು ಆರೋಪಿಸಿದ ಸ್ನೇಹಮಯಿ ಕೃಷ್ಣ ಅವರು, ಪ್ರಕರಣವನ್ನು ಕೇಂದ್ರ ತನಿಖಾ ಸಂಸ್ಥೆ(ಸಿಬಿಐ)ಗೆ ವರ್ಗಾಯಿಸಬೇಕೆಂದು ಮನವಿಯನ್ನು ಹೈಕೋರ್ಟ್ ಏಕಸದಸ್ಯ ಪೀಠ ಫೆಬ್ರವರಿ 7 ರಂದು ತಿರಸ್ಕರಿಸಿತ್ತು. ಈ ಆದೇಶ ಪ್ರಶ್ನಿಸಿ ಹೈಕೋರ್ಟ್ ವಿಭಾಗೀಯ ಪೀಠಕ್ಕೆ ಮೇಲ್ಮನವಿ ಸಲ್ಲಿಸಿದ್ದರು. ಇಂದು ಮೇಲ್ಮನವಿ ಅರ್ಜಿಯ ವಿಚಾರಣೆ ನಡೆಸಿದ ಮುಖ್ಯ ನ್ಯಾಯಮೂರ್ತಿ ಎನ್ ವಿ ಅಂಜಾರಿಯಾ ಮತ್ತು ನ್ಯಾಯಮೂರ್ತಿ ಕೆ ವಿ ಅರವಿಂದ್ ಅವರನ್ನೊಳಗೊಂಡ ವಿಭಾಗೀಯ ಪೀಠ, ಸಿಎಂ ಸಿದ್ದರಾಮಯ್ಯ, ಪತ್ನಿ ಪಾರ್ವತಿ ಹಾಗೂ ಇತರರಿಗೆ ನೋಟಿಸ್ ನೀಡಿದ್ದು, ಏಪ್ರಿಲ್ 28ರೊಳಗೆ ಪ್ರತಿಕ್ರಿಯೆ ಸಲ್ಲಿಸುವಂತೆ ಸೂಚಿಸಲಾಗಿದೆ. ಲೋಕಾಯುಕ್ತ ಪೊಲೀಸರು ರಾಜ್ಯ ಸರ್ಕಾರದ ಅಡಿಯಲ್ಲಿ ಕಾರ್ಯನಿರ್ವಹಿಸುತ್ತಿರುವುದರಿಂದ ಮತ್ತು ಆರೋಪಿಯು ಮುಖ್ಯಮಂತ್ರಿ ಸಿಎಂ ಸಿದ್ದರಾಮಯ್ಯ ಆಗಿರುವುದರಿಂದ ಲೋಕಾಯುಕ್ತ ಸಂಸ್ಥೆಯ ಮೇಲೆ ಪ್ರಭಾವ ಬೀರಿದ್ದಾರೆ ಎಂದು ಸ್ನೇಹಮಯಿ ಕೃಷ್ಣ ಆರೋಪಿಸಿದ್ದಾರೆ. [11,1848,371,2216]
gita-box [11,55,371,1000]
left-column-divider [380,54,381,2372]
congress-headline: ಜಿಲ್ಲಾ ಕಾಂಗ್ರೆಸ್ ಪಕ್ಷದ ಕಚೇರಿಯಲ್ಲಿ ಡಾ.ಬಿ.ಆರ್.ಅಂಬೇಡ್ಕರ್ ರವರ 135ನೇ ಜಯಂತೋತ್ಸವ [409,1519,908,1591]
congress-col1-text: ವಿಜಯನಗರ(ಹೊಸಪೇಟೆ): ವಿಜಯನಗರ ಜಿಲ್ಲೆಯ ಹೊಸಪೇಟೆ ನಗರದ ಜಿಲ್ಲಾ ಕಾಂಗ್ರೆಸ್ ಪಕ್ಷದ ಕಚೇರಿಯಲ್ಲಿ ಸಂವಿಧಾನ ಶಿಲ್ಪಿ ಭಾರತ ರತ್ನ ಡಾ.ಬಿ.ಆರ್.ಅಂಬೇಡ್ಕರ್ ರವರ 135ನೇ ಜಯಂತೋತ್ಸವ ಆಚರಣೆ ಮಾಡಲಾಯಿತು. ಈ ಸಂದರ್ಭದಲ್ಲಿ ಜಿಲ್ಲಾ ಕಾರ್ಮಿಕ ವಿಭಾಗದ ಅಧ್ಯಕ್ಷರಾದ ಡಿ.ವೆಂಕಟರಮಣ ರವರು ಮಾತನಾಡುತ್ತಾ ದೇಶದ ಎಲ್ಲಾ ಸಮುದಾಯಗಳಿಗೆ ಸಮಾನತೆಯನ್ನು ಕಾಪಾಡುವುದರ ಜೊತೆಗೆ ದೇಶದ ಪ್ರತಿಯೊಬ್ಬ ನಾಗರಿಕರಿಗೂ ಕೂಡ ಶಿಕ್ಷಣ, ಮತದಾನ ಹಕ್ಕು ಸಮಾನತೆಯ ಹಕ್ಕು ನೀಡಲು ಶ್ರಮಿಸಿದ ಮಹಾನ್ ನಾಯಕ ಡಾ.ಅಂಬೇಡ್ಕರವರು ದೇಶದ ಎಲ್ಲಾ ಜಾತಿ ಸಮುದಾಯಕ್ಕೆ ಸೇರಿದ ವ್ಯಕ್ತಿ ಎಂದು ತಿಳಿಸಿದರು. ಜಿಲ್ಲಾ ಉಪಾಧ್ಯಕ್ಷ ಕೆ ಎಂ ಹಾಲಪ್ಪ ರವರು ಮಾತನಾಡುತ್ತಾ ಇಂದು ಬಹಳಷ್ಟು ಜನರು ಜಿಲ್ಲಾ ಪಂಚಾಯತ್, ತಾಲೂಕು ಪಂಚಾಯತ್, ನಗರಸಭೆ ಸ್ಥಳೀಯ [396,1862,657,2147]
railway-col1-text: ಕೊಪ್ಪಳ: ನಮ್ಮ ಕಲ್ಯಾಣ ಕರ್ನಾಟಕ ಭಾಗದ ಗದಗ-ವಾಡಿ ಮತ್ತು ಮುನಿರಾಬಾದ್-ಮಹೆಬೂಬನಗರ ರೈಲ್ವೆ ಲೈನ್‌ಗಳು ಮುಂಬರುವ ಮೂರು ವರ್ಷಗಳಲ್ಲಿ ಪೂರ್ಣಗೊಳ್ಳಲಿವೆ ಎಂದು ಮುಖ್ಯಮಂತ್ರಿಗಳ ಆರ್ಥಿಕ ಸಲಹೆಗಾರರು ಹಾಗೂ ಯಲಬುರ್ಗಾ ಕ್ಷೇತ್ರದ ಶಾಸಕರಾದ ಬಸವರಾಜ ರಾಯರಡ್ಡಿ ಹೇಳಿದರು. ಅವರು ಮಂಗಳವಾರ ಕೊಪ್ಪಳ ನಗರದ ಪ್ರವಾಸಿ ಮಂದಿರದಲ್ಲಿ ಹುಬ್ಬಳ್ಳಿ-ಕುಷ್ಟಗಿ ರೈಲು ಆರಂಭವಾಗಲಿರುವ ಹಿನ್ನೆಲೆಯಲ್ಲಿ ಪತ್ರಕರ್ತರಿಗೆ ಮಾಹಿತಿ ನೀಡಲು ಕರೆದ ಪತ್ರಿಕಾಗೋಷ್ಠಿಯಲ್ಲಿ ಮಾತನಾಡಿದರು. ಗದಗ-ವಾಡಿ ರೈಲ್ವೆ ಲೈನ್, ಉತ್ತರ ಕರ್ನಾಟಕ ಭಾಗದ ಮಹತ್ವದ ರೈಲ್ವೆ ಮಾರ್ಗಗಳಲ್ಲಿ ಒಂದಾಗಿದ್ದು, ಇದು ಮುಂಬೈ ಕರ್ನಾಟಕದಿಂದ ನಮ್ಮ ಕಲ್ಯಾಣ ಕರ್ನಾಟಕ ಭಾಗಕ್ಕೆ ನೇರವಾಗಿ ರೈಲು ಸಂಪರ್ಕ ಕಲ್ಪಿಸುವ ಯೋಜನೆಯಾಗಿದೆ. ಇದರಿಂದ ಹುಬ್ಬಳ್ಳಿ, ಗದಗ, ಯಲಬುರ್ಗಾ, ಕುಕನೂರು, ಕುಷ್ಟಗಿ, ಮುದಗಲ್, ಲಿಂಗಸೂರು, ಸುರಪುರ, ಶಹಾಪುರ ಮತ್ತು ವಾಡಿ ಪಟ್ಟಣಗಳ ಜನರಿಗೆ ರೈಲು ಸೌಲಭ್ಯ ಸಿಗಲಿದೆ. [396,208,671,514]
congress-photo-banner: ವಿಜಯನಗರ ಜಿಲ್ಲಾ ಕಾಂಗ್ರೆಸ್ ಸಮಿತಿ [609,1615,735,1628]
muda-body [11,1846,371,2372]
congress-col2 [666,1838,927,2372]
bottom-column-divider [935,1508,936,2372]
ayya-headline: ಅಯ್ಯ ಪಟ್ಟಿ ಪ್ರಕಟ : ಆಕ್ಷೇಪಣೆಗೆ ಅವಕಾಶ [1283,968,1443,1016]
author-photo [206,788,355,934]
congress-event-photo [396,1611,927,1832]
congress-col1 [396,1859,657,2372]
scholar-body [11,1086,371,1761]
gita-number: 267 [173,231,209,251]
railway-col2 [680,577,932,940]
railway-headline: ಬರುವ ಮೂರು ವರ್ಷಗಳಲ್ಲಿ ಪೂರ್ಣಗೊಳ್ಳಲಿವೆ: ಬಸವರಾಜ ರಾಯರಡ್ಡಿ [442,131,1435,183]
masthead-divider [8,41,1488,45]
gita-title-line2: ಮಹಾತ್ಮೆ [128,144,254,198]
jatre-col2 [695,1268,978,1489]
congress-byline: ಹೊಸಪೇಟೆ ಟೈಮ್ಸ್ ನ್ಯೂಸ್ [396,1838,509,1853]
congress-col2-text: ಸಂಸ್ಥೆಗಳು, ವಿಧಾನ ಸಭೆ, ವಿಧಾನ ಪರಿಷತ್, ಲೋಕಸಭೆ, ರಾಜ್ಯಸಭೆ ಸದಸ್ಯ ಸೇರಿದಂತೆ ರಾಷ್ಟ್ರಪತಿ, ಪ್ರಧಾನ ಮಂತ್ರಿ ಆಗಲು ಕಾರಣರಾದ ವ್ಯಕ್ತಿ ಎಂದರೆ ಅದು ಡಾ.ಬಿ.ಆರ್.ಅಂಬೇಡ್ಕರ್ ರವರು ನೀಡಿದ ಸಂವಿಧಾನದಿಂದ ಮಾತ್ರ ಎನ್ನುವುದನ್ನು ಮರೆಯಬಾರದು ಎಂದರು. ಈ ಸಂದರ್ಭದಲ್ಲಿ ಜಿಲ್ಲಾ ಪ್ರಧಾನ ಕಾರ್ಯದರ್ಶಿ ನಿಂಬಗಲ್ ರಾಮಕೃಷ್ಣ, ಜಿಲ್ಲಾ ಉಪಾಧ್ಯಕ್ಷ ಕೆ.ರಮೇಶ, ಬ್ಲಾಕ್ ಕಾಂಗ್ರೆಸ್ ಸಮಿತಿ ಅಧ್ಯಕ್ಷ ವಿನಾಯಕ ಶೆಟ್ಟರ್, ಪರಿಶಿಷ್ಟ ಜಾತಿ ವಿಭಾಗದ ಅಧ್ಯಕ್ಷ ಎಂ.ಸಿ.ವೀರಸ್ವಾಮಿ, ಕಾರ್ಮಿಕ ವಿಭಾಗದ ಅಧ್ಯಕ್ಷ ಎಂ.ಡಿ.ಆರ್.ಆಶೀಕ್, ಮುಖಂಡರಾದ ಚಿತ್ತವಾಡ್ಗಿ, ಅಸಂಘಟಿತ ಕಾರ್ಮಿಕರ ವಿಭಾಗದ ಜಿಲ್ಲಾಧ್ಯಕ್ಷ ಪಿ.ಲೋಕೇಶ್ ಕಟಿಪಿಸಿಸಿ ಅಸಂಘಟಿತ ಕಾರ್ಮಿಕರ ಪ್ರಧಾನ ಕಾರ್ಯದರ್ಶಿ ಲಿಂಗಣ್ಣ ನಾಯಕ, ವಕೀಲರಾದ ಕಾಶಿ ವೆಂಕಟೇಶ್, ಹೆಚ್.ಪರಶುರಾಮ, ಮಲಪನಗುಡಿ ಪಂಪಣ್ಣ ಸೇರಿದಂತೆ ಪದಾಧಿಕಾರಿಗಳು ಹಾಗೂ ಕಾರ್ಯಕರ್ತರು ಉಪಸ್ಥಿತರಿದ್ದರು. [666,1840,927,2146]
gita-title-line1: ಭಗವದ್ಗೀತಾ [104,71,278,124]
middle-rule [384,1503,1489,1506]
masthead [0,0,1496,43]
